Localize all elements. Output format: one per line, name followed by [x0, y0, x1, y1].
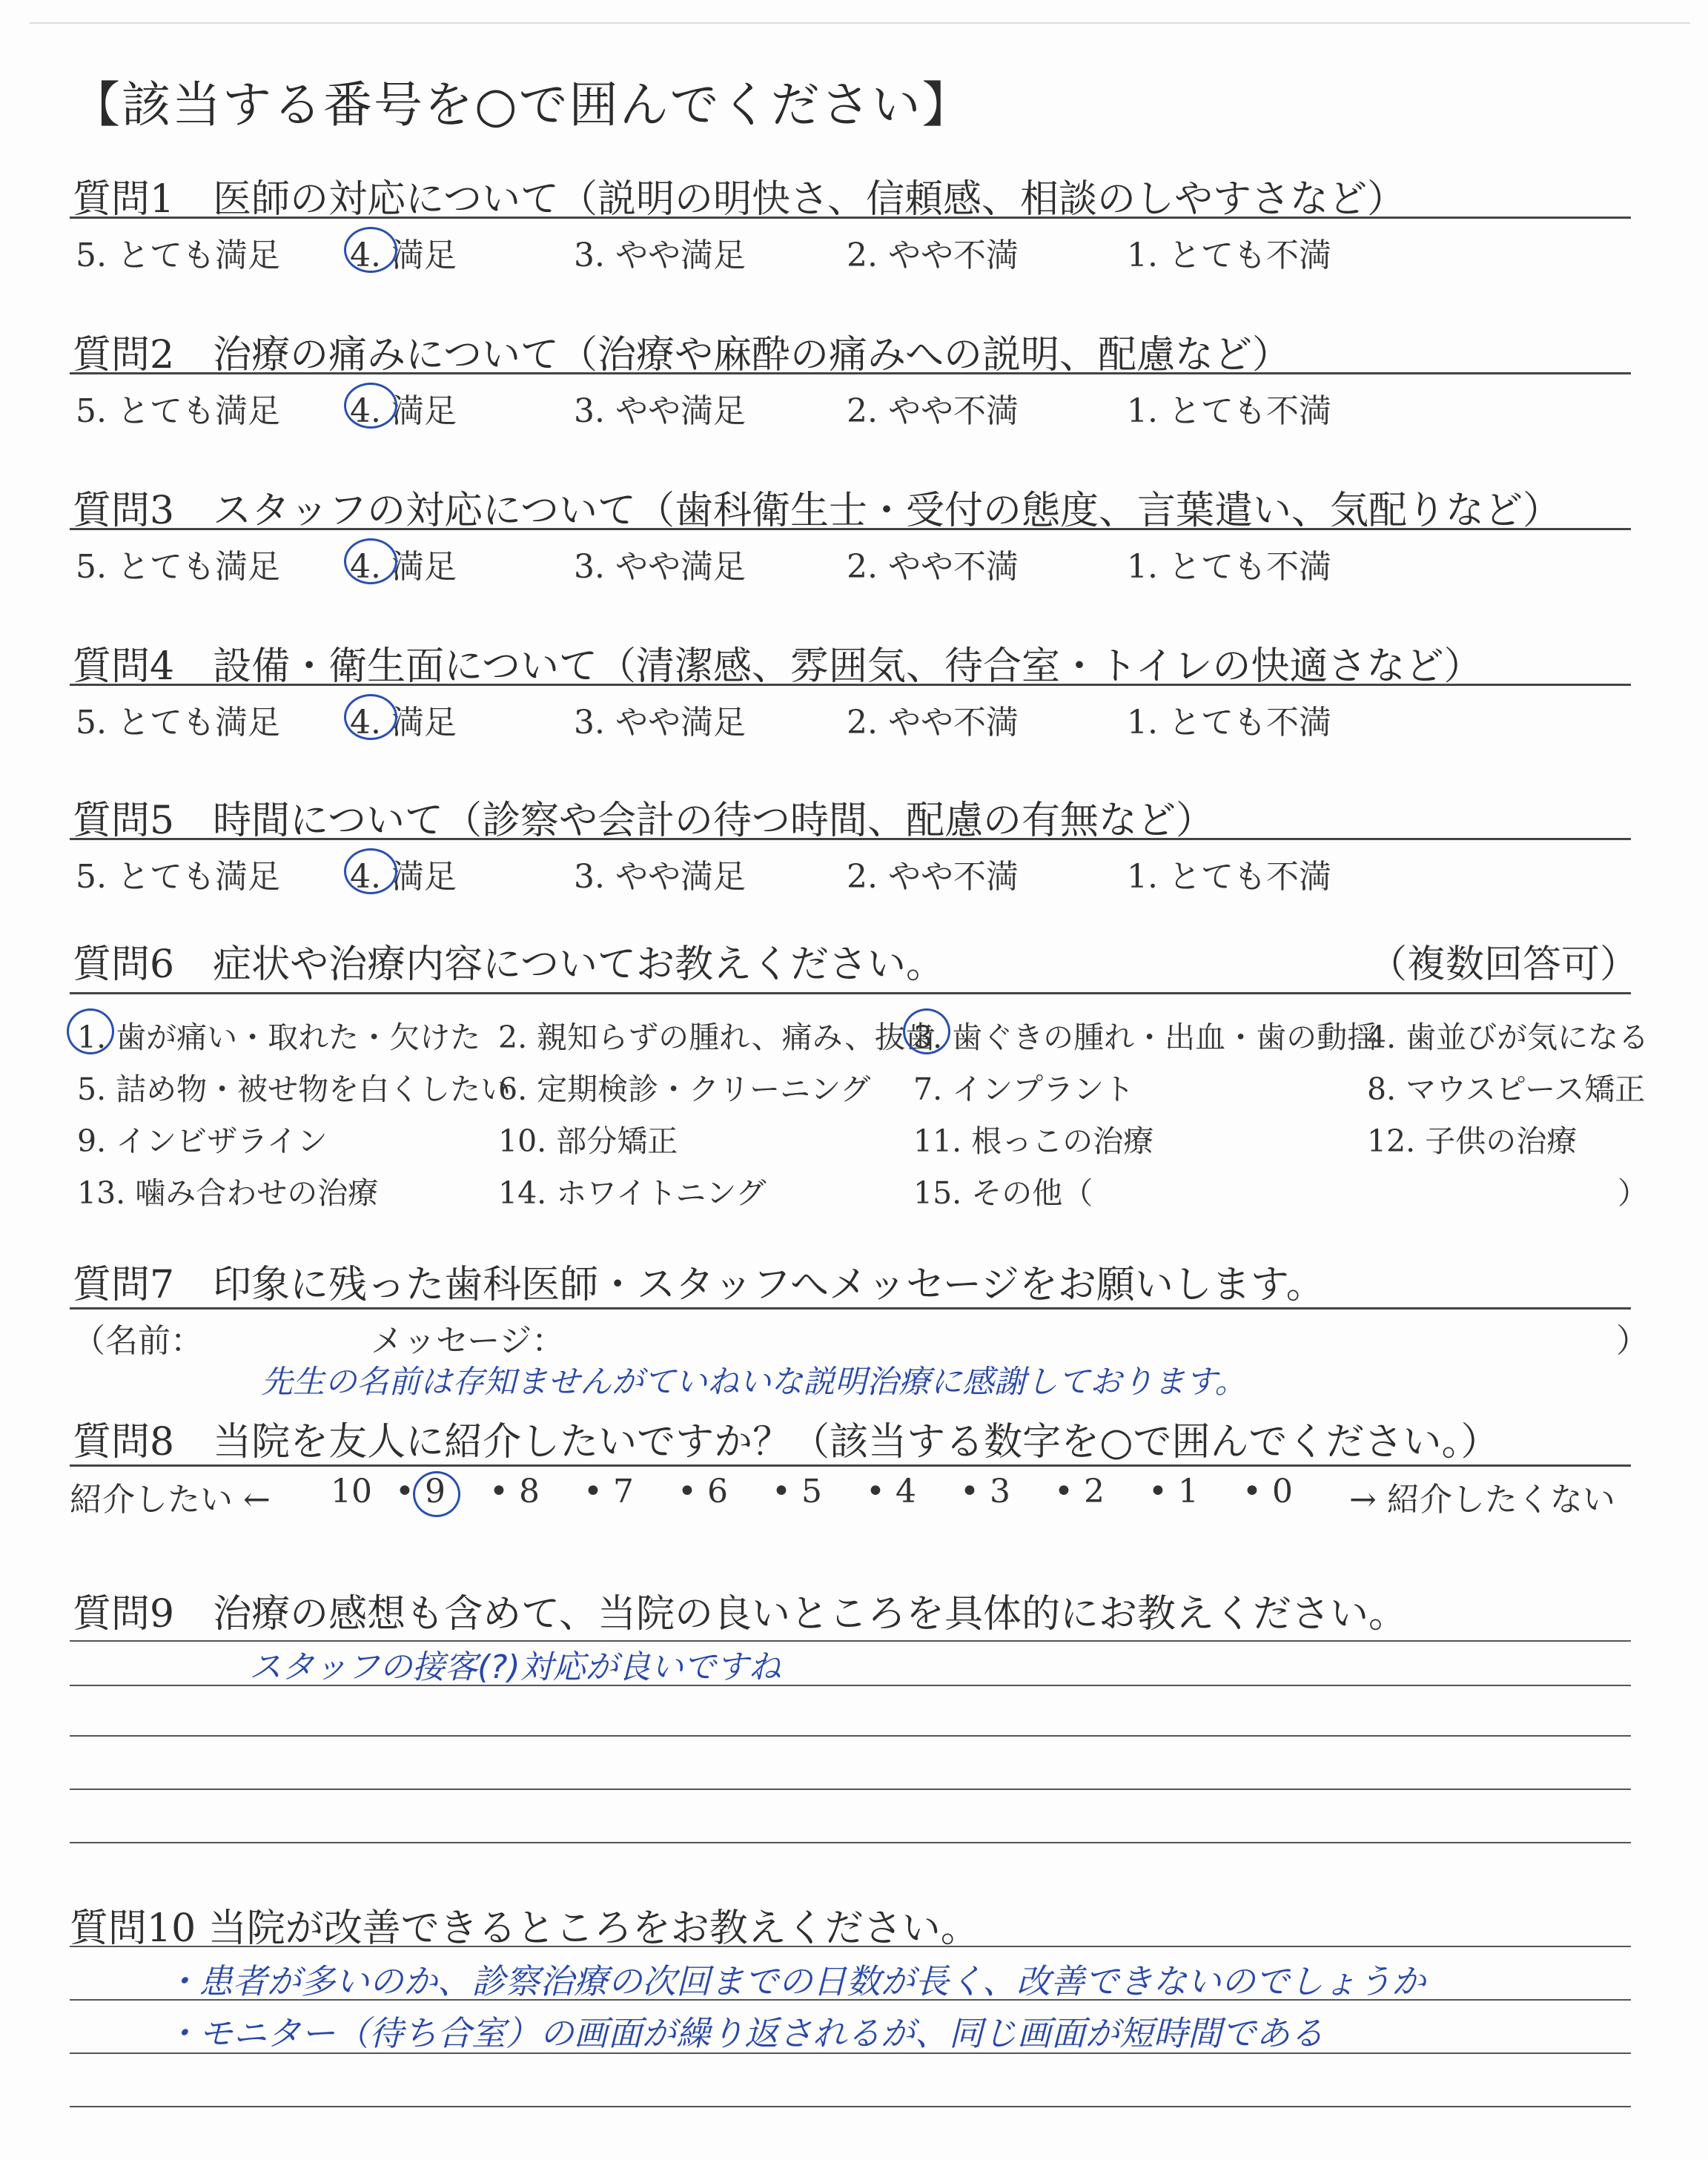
q5-option: 5. とても満足 — [76, 858, 280, 896]
q4-rule — [70, 684, 1631, 686]
q9-title: 質問9 治療の感想も含めて、当院の良いところを具体的にお教えください。 — [73, 1592, 1408, 1636]
q2-selection-circle — [344, 383, 397, 429]
q4-option: 5. とても満足 — [76, 704, 280, 742]
q8-selection-circle — [413, 1471, 460, 1517]
q7-name-label: （名前： — [73, 1322, 203, 1360]
q7-message-label: メッセージ： — [371, 1322, 565, 1360]
q7-message-handwritten: 先生の名前は存知ませんがていねいな説明治療に感謝しております。 — [261, 1364, 1247, 1401]
q6-option: ） — [1618, 1175, 1648, 1211]
q8-rule — [70, 1464, 1631, 1467]
q6-option: 10. 部分矯正 — [498, 1123, 678, 1159]
q8-scale-number: 1 — [1178, 1473, 1199, 1510]
q6-selection-circle — [903, 1008, 950, 1054]
q3-option: 3. やや満足 — [574, 548, 746, 586]
q6-note: （複数回答可） — [1368, 942, 1639, 987]
q6-option: 8. マウスピース矯正 — [1367, 1071, 1646, 1107]
q8-scale-number: 2 — [1084, 1473, 1105, 1510]
q5-option: 3. やや満足 — [574, 858, 746, 896]
q10-answer-2: ・モニター（待ち合室）の画面が繰り返されるが、同じ画面が短時間である — [165, 2013, 1324, 2053]
q2-rule — [70, 372, 1631, 374]
q10-title: 質問10 当院が改善できるところをお教えください。 — [70, 1906, 979, 1951]
q9-line-4 — [70, 1789, 1631, 1790]
q3-option: 2. やや不満 — [847, 548, 1019, 586]
q9-line-3 — [70, 1735, 1631, 1737]
q8-scale-number: 0 — [1272, 1473, 1293, 1510]
q6-option: 14. ホワイトニング — [498, 1175, 767, 1211]
q8-scale-number: 5 — [801, 1473, 822, 1510]
q8-scale-number: 8 — [519, 1473, 540, 1510]
q8-scale-number: 3 — [990, 1473, 1010, 1510]
q3-option: 5. とても満足 — [76, 548, 280, 586]
q1-rule — [70, 217, 1631, 219]
q6-option: 7. インプラント — [913, 1071, 1135, 1107]
q6-option: 2. 親知らずの腫れ、痛み、抜歯 — [498, 1020, 936, 1055]
q2-option: 2. やや不満 — [847, 392, 1019, 430]
q7-close-paren: ） — [1616, 1322, 1649, 1360]
q4-option: 2. やや不満 — [847, 704, 1019, 742]
q4-option: 4. 満足 — [350, 704, 457, 742]
q5-option: 4. 満足 — [350, 858, 457, 896]
q4-selection-circle — [344, 694, 397, 740]
page-header: 【該当する番号を○で囲んでください】 — [71, 76, 973, 133]
q8-scale-dot: • — [678, 1473, 697, 1510]
q3-selection-circle — [344, 538, 397, 584]
q6-option: 6. 定期検診・クリーニング — [498, 1071, 871, 1107]
q8-scale-dot: • — [772, 1473, 791, 1510]
q6-option: 9. インビザライン — [77, 1123, 328, 1159]
q8-left-label: 紹介したい ← — [70, 1481, 271, 1519]
q1-option: 1. とても不満 — [1127, 237, 1331, 274]
q3-title: 質問3 スタッフの対応について（歯科衛生士・受付の態度、言葉遣い、気配りなど） — [73, 489, 1562, 533]
q5-option: 2. やや不満 — [847, 858, 1019, 896]
q9-line-2 — [70, 1685, 1631, 1686]
q10-answer-1: ・患者が多いのか、診察治療の次回までの日数が長く、改善できないのでしょうか — [165, 1961, 1426, 2001]
q6-option: 3. 歯ぐきの腫れ・出血・歯の動揺 — [913, 1020, 1378, 1055]
q7-title: 質問7 印象に残った歯科医師・スタッフへメッセージをお願いします。 — [73, 1263, 1325, 1307]
q5-rule — [70, 838, 1631, 840]
q8-scale-number: 6 — [707, 1473, 728, 1510]
q6-option: 1. 歯が痛い・取れた・欠けた — [77, 1020, 481, 1055]
q2-option: 3. やや満足 — [574, 392, 746, 430]
q3-option: 1. とても不満 — [1127, 548, 1331, 586]
q8-scale-number: 4 — [896, 1473, 916, 1510]
q6-option: 11. 根っこの治療 — [913, 1123, 1154, 1159]
q5-option: 1. とても不満 — [1127, 858, 1331, 896]
q6-selection-circle — [67, 1008, 114, 1054]
q4-option: 3. やや満足 — [574, 704, 746, 742]
q9-line-5 — [70, 1842, 1631, 1843]
q2-option: 4. 満足 — [350, 392, 457, 430]
q3-option: 4. 満足 — [350, 548, 457, 586]
q1-option: 3. やや満足 — [574, 237, 746, 274]
q8-scale-dot: • — [1054, 1473, 1073, 1510]
q2-option: 1. とても不満 — [1127, 392, 1331, 430]
q8-scale-number: 9 — [425, 1473, 446, 1510]
q8-scale-number: 10 — [331, 1473, 372, 1510]
q10-line-1 — [70, 1946, 1631, 1947]
q6-rule — [70, 992, 1631, 994]
q7-rule — [70, 1307, 1631, 1309]
q5-title: 質問5 時間について（診察や会計の待つ時間、配慮の有無など） — [73, 799, 1215, 843]
q6-option: 4. 歯並びが気になる — [1367, 1020, 1649, 1055]
q8-scale-dot: • — [395, 1473, 414, 1510]
q1-title: 質問1 医師の対応について（説明の明快さ、信頼感、相談のしやすさなど） — [73, 177, 1406, 222]
q8-scale-dot: • — [866, 1473, 885, 1510]
q8-scale-dot: • — [489, 1473, 509, 1510]
q1-option: 4. 満足 — [350, 237, 457, 274]
q2-title: 質問2 治療の痛みについて（治療や麻酔の痛みへの説明、配慮など） — [73, 333, 1291, 377]
q6-option: 13. 噛み合わせの治療 — [77, 1175, 379, 1211]
q6-title: 質問6 症状や治療内容についてお教えください。 — [73, 942, 945, 987]
q1-option: 5. とても満足 — [76, 237, 280, 274]
q4-title: 質問4 設備・衛生面について（清潔感、雰囲気、待合室・トイレの快適さなど） — [73, 644, 1483, 689]
top-border — [30, 22, 1690, 24]
q8-scale-number: 7 — [613, 1473, 634, 1510]
q2-option: 5. とても満足 — [76, 392, 280, 430]
q8-scale-dot: • — [1148, 1473, 1168, 1510]
q8-title: 質問8 当院を友人に紹介したいですか？（該当する数字を○で囲んでください。） — [73, 1420, 1500, 1464]
q8-scale-dot: • — [1242, 1473, 1262, 1510]
q10-line-4 — [70, 2106, 1631, 2107]
q10-line-2 — [70, 1999, 1631, 2001]
q1-selection-circle — [344, 227, 397, 273]
q8-right-label: → 紹介したくない — [1349, 1481, 1615, 1519]
q5-selection-circle — [344, 848, 397, 894]
q4-option: 1. とても不満 — [1127, 704, 1331, 742]
q10-line-3 — [70, 2052, 1631, 2054]
q6-option: 5. 詰め物・被せ物を白くしたい — [77, 1071, 512, 1107]
q1-option: 2. やや不満 — [847, 237, 1019, 274]
q8-scale-dot: • — [960, 1473, 979, 1510]
q6-option: 12. 子供の治療 — [1367, 1123, 1578, 1159]
q6-option: 15. その他（ — [913, 1175, 1093, 1211]
q3-rule — [70, 528, 1631, 530]
q9-answer-handwritten: スタッフの接客(?)対応が良いですね — [249, 1648, 781, 1686]
q8-scale-dot: • — [583, 1473, 603, 1510]
